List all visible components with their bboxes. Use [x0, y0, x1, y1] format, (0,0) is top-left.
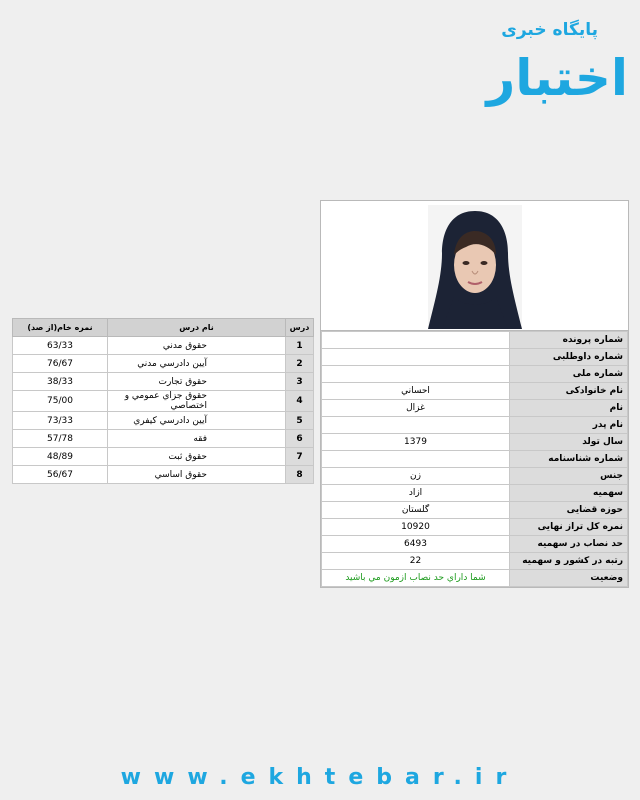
grade-row [13, 355, 314, 373]
info-label: شماره پرونده [510, 332, 628, 349]
info-row [322, 468, 628, 485]
grade-row [13, 373, 314, 391]
info-value [322, 366, 510, 383]
info-value: زن [322, 468, 510, 485]
info-row [322, 570, 628, 587]
course-name: حقوق جزاي عمومي و اختصاصي [108, 391, 286, 412]
info-value: گلستان [322, 502, 510, 519]
logo-title: اختبار [486, 49, 628, 107]
grade-score: 63/33 [13, 337, 108, 355]
info-label: رتبه در کشور و سهمیه [510, 553, 628, 570]
portrait-image [428, 205, 522, 329]
info-row [322, 366, 628, 383]
info-label: نمره کل تراز نهایی [510, 519, 628, 536]
info-row [322, 349, 628, 366]
info-value: احساني [322, 383, 510, 400]
course-name: فقه [108, 430, 286, 448]
info-value [322, 451, 510, 468]
grade-row [13, 448, 314, 466]
info-row [322, 417, 628, 434]
course-number: 3 [286, 373, 314, 391]
header-course-number: درس [286, 319, 314, 337]
candidate-info-table [321, 331, 628, 587]
info-row [322, 502, 628, 519]
site-logo [486, 18, 628, 113]
grade-score: 76/67 [13, 355, 108, 373]
course-number: 8 [286, 466, 314, 484]
course-name: حقوق مدني [108, 337, 286, 355]
course-name: آيين دادرسي مدني [108, 355, 286, 373]
header-score: نمره خام(از صد) [13, 319, 108, 337]
course-number: 6 [286, 430, 314, 448]
info-value: 10920 [322, 519, 510, 536]
course-number: 7 [286, 448, 314, 466]
info-value: 1379 [322, 434, 510, 451]
info-label: حوزه قضایی [510, 502, 628, 519]
candidate-photo [428, 205, 522, 329]
grade-row [13, 391, 314, 412]
grade-score: 38/33 [13, 373, 108, 391]
info-row [322, 332, 628, 349]
logo-subtitle: پایگاه خبری [501, 20, 598, 40]
info-label: شماره شناسنامه [510, 451, 628, 468]
course-name: آيين دادرسي كيفري [108, 412, 286, 430]
info-row [322, 536, 628, 553]
grade-row [13, 430, 314, 448]
course-number: 2 [286, 355, 314, 373]
header-course-name: نام درس [108, 319, 286, 337]
grade-score: 48/89 [13, 448, 108, 466]
info-row [322, 400, 628, 417]
course-number: 4 [286, 391, 314, 412]
grade-row [13, 337, 314, 355]
course-number: 5 [286, 412, 314, 430]
grade-row [13, 466, 314, 484]
info-row [322, 434, 628, 451]
grades-table [12, 318, 314, 484]
course-number: 1 [286, 337, 314, 355]
info-row [322, 451, 628, 468]
course-name: حقوق اساسي [108, 466, 286, 484]
info-label: حد نصاب در سهمیه [510, 536, 628, 553]
info-value: غزال [322, 400, 510, 417]
info-row [322, 383, 628, 400]
grade-score: 75/00 [13, 391, 108, 412]
info-value [322, 332, 510, 349]
course-name: حقوق تجارت [108, 373, 286, 391]
photo-area [321, 201, 628, 331]
info-label: جنس [510, 468, 628, 485]
grades-header-row [13, 319, 314, 337]
site-url: www.ekhtebar.ir [120, 765, 520, 790]
info-label: سهمیه [510, 485, 628, 502]
info-label: نام پدر [510, 417, 628, 434]
info-row [322, 519, 628, 536]
grade-score: 73/33 [13, 412, 108, 430]
grade-row [13, 412, 314, 430]
info-label: شماره ملی [510, 366, 628, 383]
info-row [322, 485, 628, 502]
status-value: شما داراي حد نصاب ازمون مي باشيد [322, 570, 510, 587]
info-label: وضعیت [510, 570, 628, 587]
course-name: حقوق ثبت [108, 448, 286, 466]
info-value: 6493 [322, 536, 510, 553]
info-value [322, 349, 510, 366]
info-value: 22 [322, 553, 510, 570]
info-label: شماره داوطلبی [510, 349, 628, 366]
info-label: سال تولد [510, 434, 628, 451]
info-label: نام خانوادکی [510, 383, 628, 400]
grade-score: 56/67 [13, 466, 108, 484]
candidate-info-panel [320, 200, 629, 588]
info-label: نام [510, 400, 628, 417]
info-row [322, 553, 628, 570]
grade-score: 57/78 [13, 430, 108, 448]
info-value: ازاد [322, 485, 510, 502]
info-value [322, 417, 510, 434]
